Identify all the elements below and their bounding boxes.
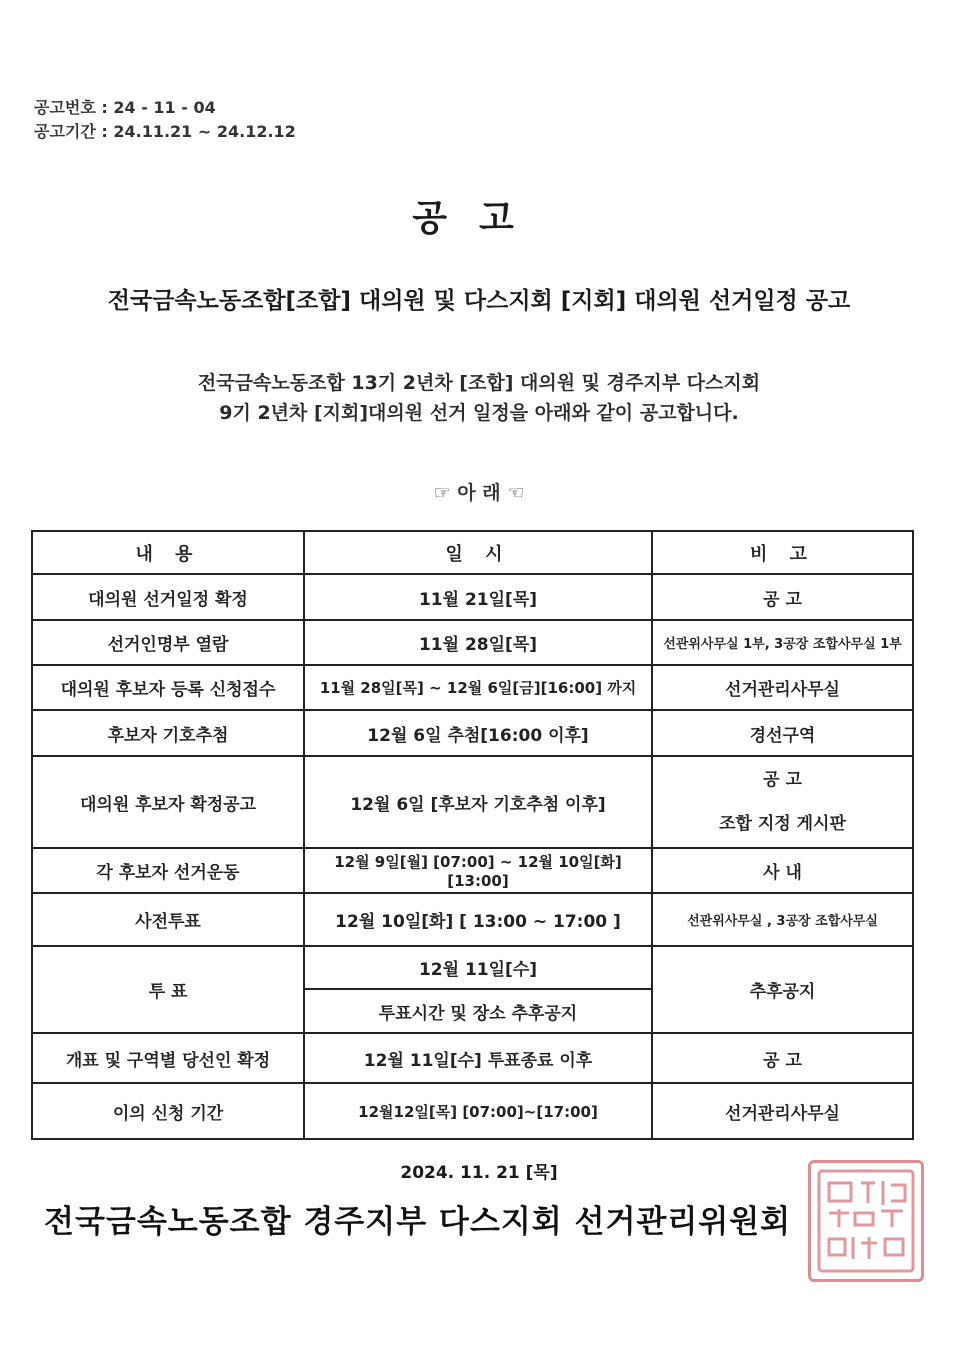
page-subtitle: 전국금속노동조합[조합] 대의원 및 다스지회 [지회] 대의원 선거일정 공고 (107, 288, 851, 314)
header-datetime: 일 시 (304, 531, 652, 574)
notice-meta (34, 96, 296, 144)
row-item: 개표 및 구역별 당선인 확정 (32, 1033, 304, 1083)
row-note: 선관위사무실 , 3공장 조합사무실 (652, 893, 913, 946)
table-row (32, 946, 913, 989)
intro-line-2: 9기 2년차 [지회]대의원 선거 일정을 아래와 같이 공고합니다. (219, 402, 739, 424)
row-item: 선거인명부 열람 (32, 620, 304, 665)
table-header-row (32, 531, 913, 574)
row-item: 대의원 선거일정 확정 (32, 574, 304, 620)
page-title: 공고 (412, 198, 546, 239)
table-row (32, 1033, 913, 1083)
row-item: 투 표 (32, 946, 304, 1033)
table-row (32, 574, 913, 620)
schedule-table (31, 530, 914, 1140)
row-note: 공 고 (652, 1033, 913, 1083)
table-row (32, 1083, 913, 1139)
table-row (32, 665, 913, 710)
row-item: 각 후보자 선거운동 (32, 848, 304, 893)
notice-number: 공고번호 : 24 - 11 - 04 (34, 98, 216, 117)
table-row (32, 710, 913, 756)
seal-mark (811, 1163, 921, 1279)
row-date: 11월 28일[목] (304, 620, 652, 665)
row-date: 12월 11일[수] (304, 946, 652, 989)
header-remarks: 비 고 (652, 531, 913, 574)
table-row (32, 620, 913, 665)
row-note: 선거관리사무실 (652, 1083, 913, 1139)
row-date: 12월 6일 [후보자 기호추첨 이후] (304, 756, 652, 848)
table-row (32, 848, 913, 893)
table-row (32, 756, 913, 848)
intro-line-1: 전국금속노동조합 13기 2년차 [조합] 대의원 및 경주지부 다스지회 (197, 372, 761, 394)
row-note: 선관위사무실 1부, 3공장 조합사무실 1부 (652, 620, 913, 665)
issue-date: 2024. 11. 21 [목] (400, 1163, 558, 1183)
row-item: 이의 신청 기간 (32, 1083, 304, 1139)
row-date: 12월 11일[수] 투표종료 이후 (304, 1033, 652, 1083)
row-item: 사전투표 (32, 893, 304, 946)
notice-period: 공고기간 : 24.11.21 ~ 24.12.12 (34, 122, 296, 141)
issuer-name: 전국금속노동조합 경주지부 다스지회 선거관리위원회 (44, 1204, 792, 1240)
row-item: 대의원 후보자 등록 신청접수 (32, 665, 304, 710)
row-date-2: 투표시간 및 장소 추후공지 (304, 989, 652, 1033)
row-note: 경선구역 (652, 710, 913, 756)
table-row (32, 893, 913, 946)
row-date: 12월 6일 추첨[16:00 이후] (304, 710, 652, 756)
row-note: 추후공지 (652, 946, 913, 1033)
row-date: 12월 10일[화] [ 13:00 ~ 17:00 ] (304, 893, 652, 946)
row-note-2: 조합 지정 게시판 (719, 814, 846, 834)
row-note: 선거관리사무실 (652, 665, 913, 710)
row-note: 공 고 (763, 770, 802, 790)
row-item: 대의원 후보자 확정공고 (32, 756, 304, 848)
official-seal-icon (808, 1160, 924, 1282)
intro-text (0, 368, 958, 428)
row-note-stack (652, 756, 913, 848)
row-note: 사 내 (652, 848, 913, 893)
row-note: 공 고 (652, 574, 913, 620)
row-date: 12월12일[목] [07:00]~[17:00] (304, 1083, 652, 1139)
row-item: 후보자 기호추첨 (32, 710, 304, 756)
row-date: 12월 9일[월] [07:00] ~ 12월 10일[화] [13:00] (304, 848, 652, 893)
below-label: ☞ 아 래 ☜ (433, 482, 525, 504)
row-date: 11월 28일[목] ~ 12월 6일[금][16:00] 까지 (304, 665, 652, 710)
header-content: 내 용 (32, 531, 304, 574)
row-date: 11월 21일[목] (304, 574, 652, 620)
